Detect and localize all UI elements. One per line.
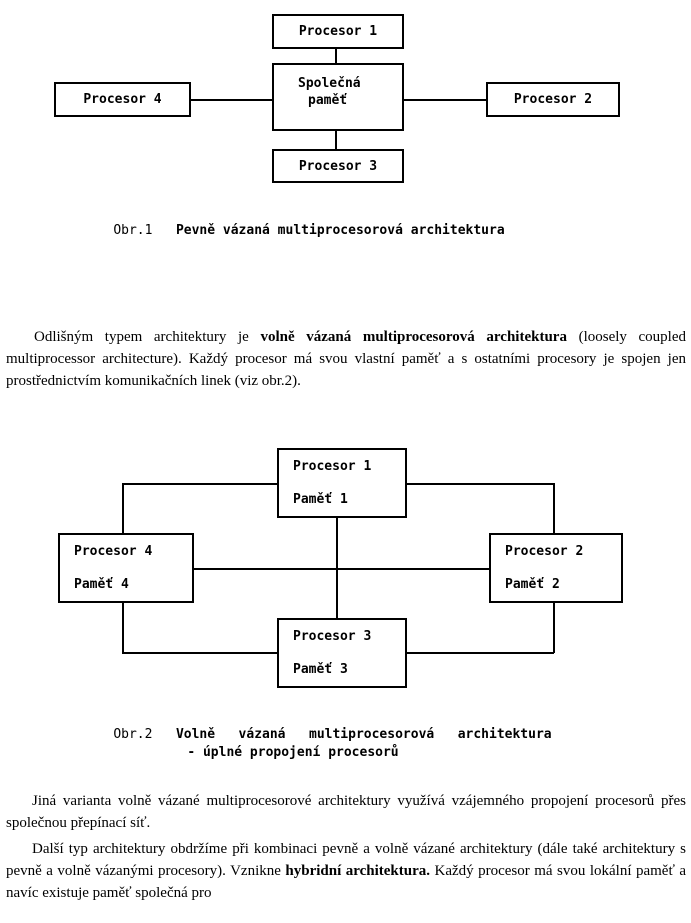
processor-2-box (486, 82, 620, 117)
processor-4-box (54, 82, 191, 117)
paragraph-3-bold: hybridní architektura. (285, 863, 431, 879)
node-1-box (277, 448, 407, 518)
connector-p4-p2 (193, 568, 490, 570)
processor-4-label: Procesor 4 (83, 92, 162, 107)
processor-1-label: Procesor 1 (298, 24, 378, 39)
shared-memory-label-1: Společná (298, 76, 361, 91)
shared-memory-box (272, 63, 404, 131)
processor-3-label: Procesor 3 (298, 158, 378, 174)
figure-1-caption (82, 208, 505, 253)
connector-right-vertical (553, 483, 555, 535)
paragraph-2-text: Jiná varianta volně vázané multiprocesorové architektury využívá vzájemného propojení procesorů přes společnou přepínací síť. (6, 793, 686, 831)
node-4-processor: Procesor 4 (74, 544, 153, 559)
node-2-box (489, 533, 623, 603)
paragraph-1 (6, 326, 686, 392)
paragraph-3-text-a: Další typ architektury obdržíme při kombinaci pevně a volně vázané architektury (dále také architektury s pevně a volně vázanými procesory). Vznikne (6, 841, 686, 879)
processor-2-label: Procesor 2 (513, 92, 593, 107)
connector-left-vertical-lower (122, 601, 124, 653)
processor-1-box (272, 14, 404, 49)
connector-top-right (407, 483, 554, 485)
connector-top-left (122, 483, 277, 485)
node-4-box (58, 533, 194, 603)
figure-2-caption-2 (156, 730, 399, 775)
paragraph-2 (6, 790, 686, 834)
connector-bottom-right (407, 652, 554, 654)
figure-2-caption-line-2: - úplné propojení procesorů (187, 745, 399, 760)
connector-left-vertical (122, 483, 124, 535)
shared-memory-label-2: paměť (308, 93, 348, 108)
node-3-box (277, 618, 407, 688)
connector-right-vertical-lower (553, 601, 555, 653)
node-3-processor: Procesor 3 (293, 629, 372, 644)
paragraph-3-text-b: Každý procesor má svou lokální paměť a navíc existuje paměť společná pro (6, 863, 687, 901)
node-1-memory: Paměť 1 (293, 492, 348, 507)
paragraph-3 (6, 838, 686, 904)
figure-2-caption-label: Obr.2 (113, 727, 153, 742)
node-1-processor: Procesor 1 (293, 459, 372, 474)
connector-p1-memory (335, 48, 337, 64)
node-2-processor: Procesor 2 (505, 544, 584, 559)
figure-1-caption-text: Pevně vázaná multiprocesorová architektura (175, 223, 505, 238)
paragraph-1-text-a: Odlišným typem architektury je (34, 329, 261, 345)
node-4-memory: Paměť 4 (74, 577, 129, 592)
figure-1-caption-label: Obr.1 (113, 223, 153, 238)
connector-memory-p2 (403, 99, 487, 101)
paragraph-1-text-b: (loosely coupled multiprocessor architecture). Každý procesor má svou vlastní paměť a s ostatními procesory je spojen jen prostřednictvím komunikačních linek (viz obr.2). (6, 329, 686, 389)
node-3-memory: Paměť 3 (293, 662, 348, 677)
paragraph-1-bold: volně vázaná multiprocesorová architektura (260, 329, 567, 345)
node-2-memory: Paměť 2 (505, 577, 560, 592)
connector-memory-p3 (335, 130, 337, 150)
connector-bottom-left (122, 652, 277, 654)
processor-3-box (272, 149, 404, 183)
figure-2-caption-line-1: Volně vázaná multiprocesorová architektura (175, 727, 552, 742)
connector-p4-memory (190, 99, 273, 101)
